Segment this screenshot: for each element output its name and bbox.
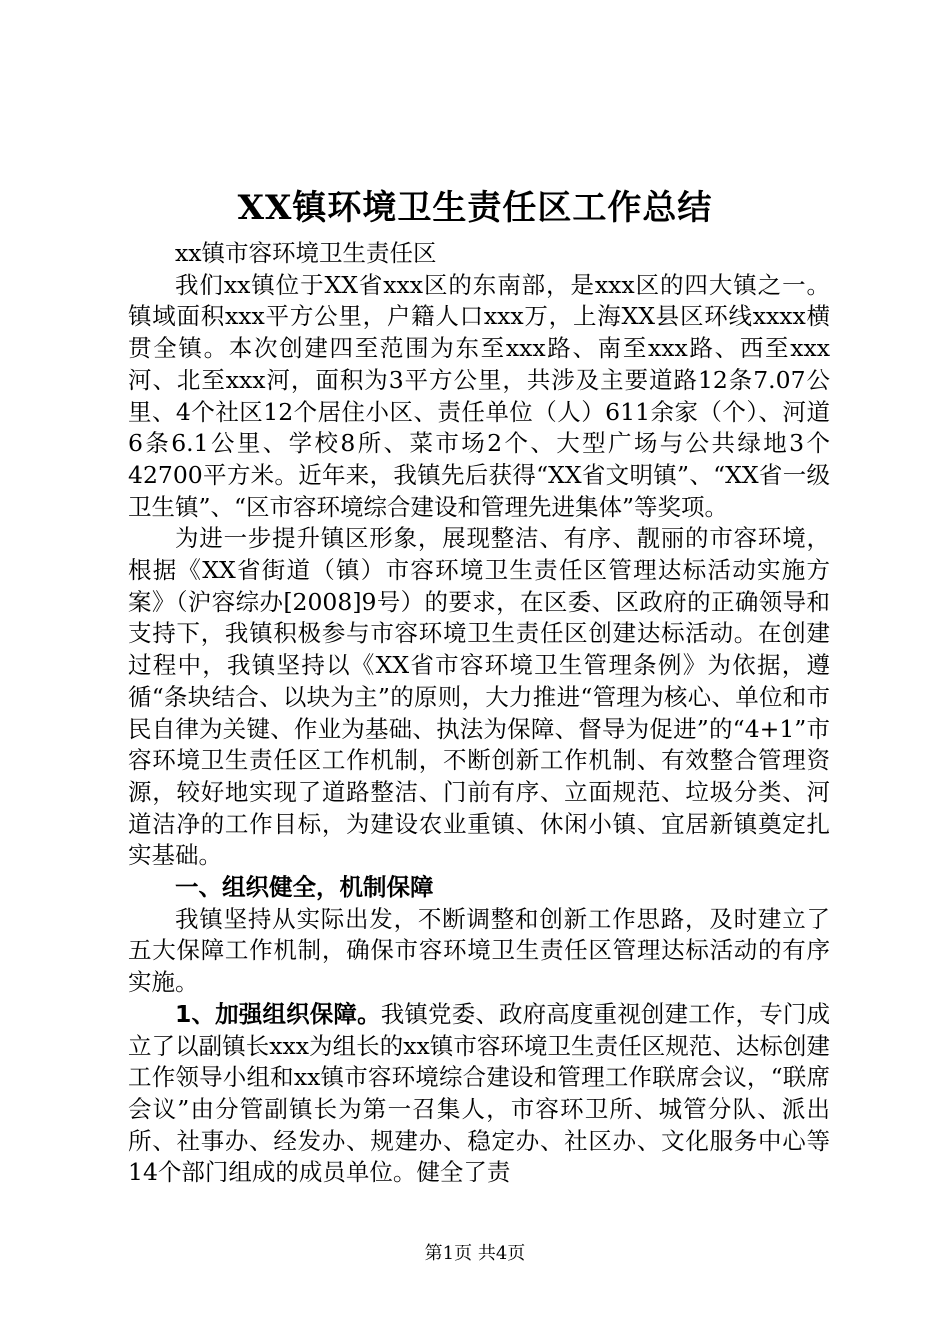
document-body <box>128 238 830 1189</box>
paragraph-section-1-intro: 我镇坚持从实际出发，不断调整和创新工作思路，及时建立了五大保障工作机制，确保市容环境卫生责任区管理达标活动的有序实施。 <box>128 904 830 997</box>
paragraph-overview: 我们xx镇位于XX省xxx区的东南部，是xxx区的四大镇之一。镇域面积xxx平方公里，户籍人口xxx万，上海XX县区环线xxxx横贯全镇。本次创建四至范围为东至xxx路、南至xxx路、西至xxx河、北至xxx河，面积为3平方公里，共涉及主要道路12条7.07公里、4个社区12个居住小区、责任单位（人）611余家（个）、河道6条6.1公里、学校8所、菜市场2个、大型广场与公共绿地3个42700平方米。近年来，我镇先后获得“XX省文明镇”、“XX省一级卫生镇”、“区市容环境综合建设和管理先进集体”等奖项。 <box>128 270 830 521</box>
document-title: XX镇环境卫生责任区工作总结 <box>237 188 713 228</box>
paragraph-lead: 1、加强组织保障。 <box>175 999 381 1028</box>
section-heading-1: 一、组织健全，机制保障 <box>175 873 434 902</box>
paragraph-organization <box>128 999 830 1189</box>
paragraph-background: 为进一步提升镇区形象，展现整洁、有序、靓丽的市容环境，根据《XX省街道（镇）市容环境卫生责任区管理达标活动实施方案》（沪容综办[2008]9号）的要求，在区委、区政府的正确领导和支持下，我镇积极参与市容环境卫生责任区创建达标活动。在创建过程中，我镇坚持以《XX省市容环境卫生管理条例》为依据，遵循“条块结合、以块为主”的原则，大力推进“管理为核心、单位和市民自律为关键、作业为基础、执法为保障、督导为促进”的“4+1”市容环境卫生责任区工作机制，不断创新工作机制、有效整合管理资源，较好地实现了道路整洁、门前有序、立面规范、垃圾分类、河道洁净的工作目标，为建设农业重镇、休闲小镇、宜居新镇奠定扎实基础。 <box>128 524 830 870</box>
paragraph-organization-text: 我镇党委、政府高度重视创建工作，专门成立了以副镇长xxx为组长的xx镇市容环境卫生责任区规范、达标创建工作领导小组和xx镇市容环境综合建设和管理工作联席会议，“联席会议”由分管副镇长为第一召集人，市容环卫所、城管分队、派出所、社事办、经发办、规建办、稳定办、社区办、文化服务中心等14个部门组成的成员单位。健全了责 <box>128 999 830 1187</box>
page-footer: 第1页 共4页 <box>424 1243 526 1264</box>
paragraph-subject: xx镇市容环境卫生责任区 <box>175 239 437 267</box>
